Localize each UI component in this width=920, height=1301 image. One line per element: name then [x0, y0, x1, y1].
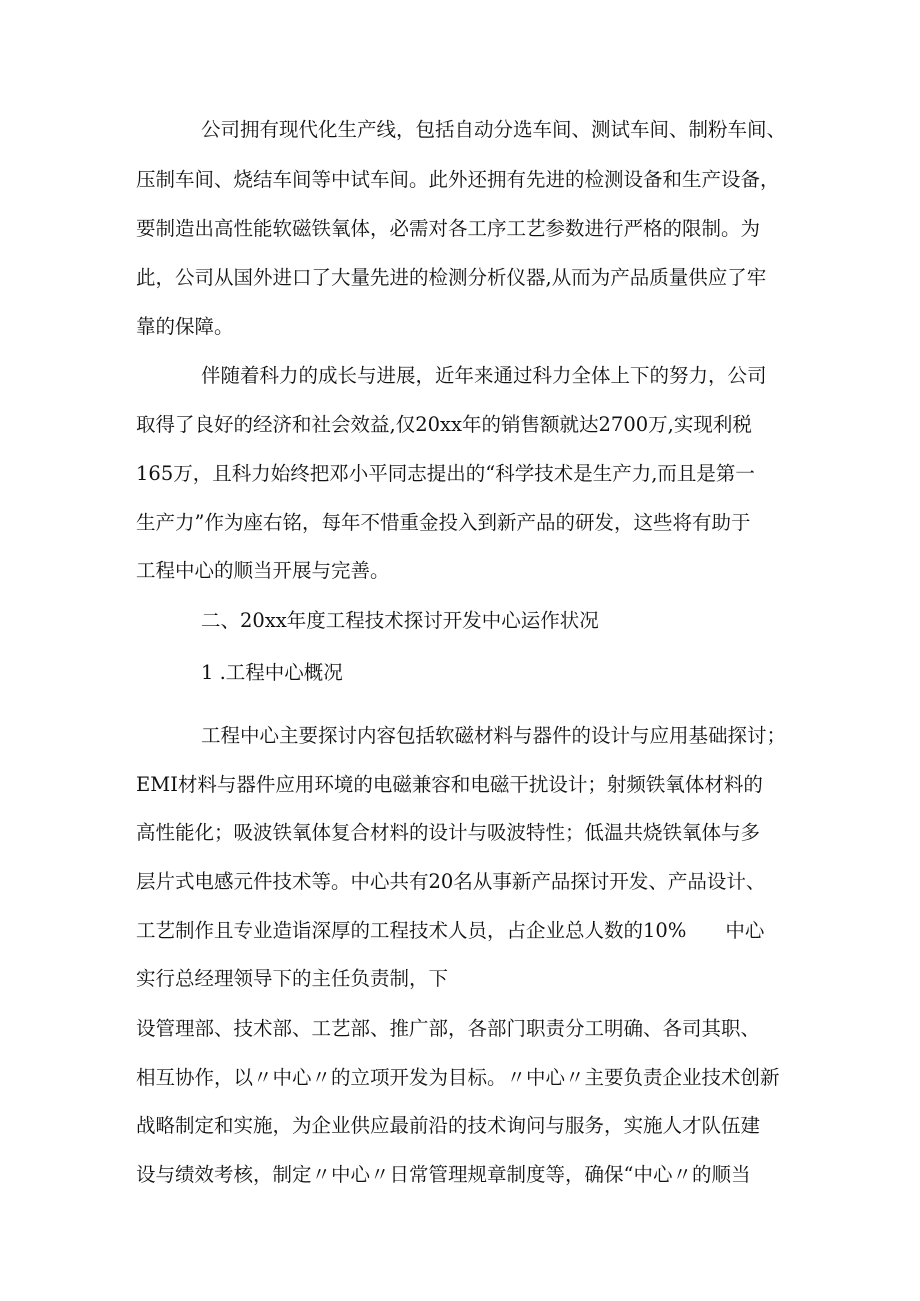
para4-line1: 设管理部、技术部、工艺部、推广部，各部门职责分工明确、各司其职、 — [136, 1017, 761, 1040]
para3-line3: 高性能化；吸波铁氧体复合材料的设计与吸波特性；低温共烧铁氧体与多 — [136, 821, 761, 844]
subsection-heading: 1 .工程中心概况 — [201, 661, 343, 684]
para3-line6: 实行总经理领导下的主任负责制，下 — [136, 967, 449, 990]
section-heading: 二、20xx年度工程技术探讨开发中心运作状况 — [201, 609, 599, 632]
para4-line3: 战略制定和实施，为企业供应最前沿的技术询问与服务，实施人才队伍建 — [136, 1114, 761, 1137]
para3-line4: 层片式电感元件技术等。中心共有20名从事新产品探讨开发、产品设计、 — [136, 870, 766, 893]
para3-line2: EMI材料与器件应用环境的电磁兼容和电磁干扰设计；射频铁氧体材料的 — [136, 773, 763, 796]
para2-line2: 取得了良好的经济和社会效益,仅20xx年的销售额就达2700万,实现利税 — [136, 413, 752, 436]
para4-line2: 相互协作，以〃中心〃的立项开发为目标。〃中心〃主要负责企业技术创新 — [136, 1066, 780, 1089]
para1-line3: 要制造出高性能软磁铁氧体，必需对各工序工艺参数进行严格的限制。为 — [136, 217, 761, 240]
para1-line5: 靠的保障。 — [136, 315, 234, 338]
para2-line4: 生产力”作为座右铭，每年不惜重金投入到新产品的研发，这些将有助于 — [136, 511, 751, 534]
para2-line3: 165万，且科力始终把邓小平同志提出的“科学技术是生产力,而且是第一 — [136, 462, 755, 485]
para3-line5: 工艺制作且专业造诣深厚的工程技术人员，占企业总人数的10% 中心 — [136, 919, 765, 942]
para1-line1: 公司拥有现代化生产线，包括自动分选车间、测试车间、制粉车间、 — [201, 118, 787, 141]
para1-line4: 此，公司从国外进口了大量先进的检测分析仪器,从而为产品质量供应了牢 — [136, 266, 767, 289]
para1-line2: 压制车间、烧结车间等中试车间。此外还拥有先进的检测设备和生产设备， — [136, 168, 780, 191]
para2-line5: 工程中心的顺当开展与完善。 — [136, 559, 390, 582]
para2-line1: 伴随着科力的成长与进展，近年来通过科力全体上下的努力，公司 — [201, 364, 767, 387]
para4-line4: 设与绩效考核，制定〃中心〃日常管理规章制度等，确保“中心〃的顺当 — [136, 1163, 751, 1186]
para3-line1: 工程中心主要探讨内容包括软磁材料与器件的设计与应用基础探讨； — [201, 724, 787, 747]
